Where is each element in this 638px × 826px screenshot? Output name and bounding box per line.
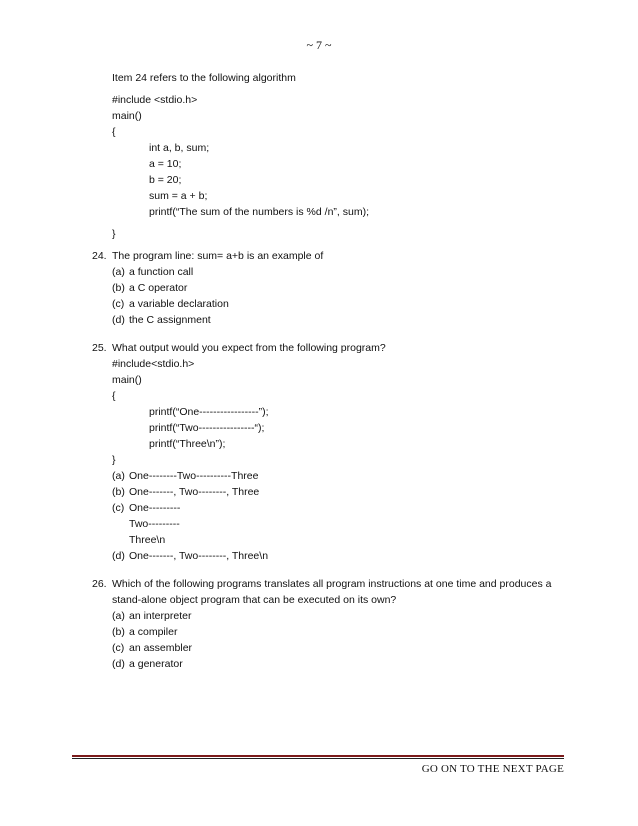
code-line: }	[112, 454, 116, 466]
code-line: #include <stdio.h>	[112, 94, 198, 106]
option-25b: (b) One-------, Two--------, Three	[112, 486, 260, 498]
footer-rule-dark	[72, 758, 564, 759]
code-line: b = 20;	[149, 174, 182, 186]
option-24a: (a) a function call	[112, 266, 194, 278]
option-24c: (c) a variable declaration	[112, 298, 229, 310]
code-line: {	[112, 126, 116, 138]
code-line: printf(“The sum of the numbers is %d /n”, sum);	[149, 206, 369, 218]
code-line: #include<stdio.h>	[112, 358, 195, 370]
option-26d: (d) a generator	[112, 658, 183, 670]
code-line: {	[112, 390, 116, 402]
code-line: printf(“Two----------------“);	[149, 422, 265, 434]
question-number: 25.	[92, 342, 107, 354]
intro-text: Item 24 refers to the following algorithm	[112, 72, 296, 84]
footer-rule-red	[72, 755, 564, 757]
option-26b: (b) a compiler	[112, 626, 178, 638]
option-25c-line-2: Two---------	[129, 518, 180, 530]
page-content	[92, 70, 582, 672]
question-text-continued: stand-alone object program that can be executed on its own?	[112, 594, 397, 606]
option-24d: (d) the C assignment	[112, 314, 211, 326]
option-25c: (c) One---------	[112, 502, 181, 514]
question-26	[92, 576, 582, 592]
code-line: main()	[112, 374, 142, 386]
code-line: int a, b, sum;	[149, 142, 210, 154]
page-number: ~ 7 ~	[306, 38, 332, 52]
question-text: What output would you expect from the following program?	[112, 342, 386, 354]
option-25c-line-3: Three\n	[129, 534, 166, 546]
option-26a: (a) an interpreter	[112, 610, 192, 622]
question-24	[92, 248, 582, 264]
question-number: 24.	[92, 250, 107, 262]
question-number: 26.	[92, 578, 107, 590]
code-line: printf(“One-----------------”);	[149, 406, 269, 418]
option-24b: (b) a C operator	[112, 282, 188, 294]
option-26c: (c) an assembler	[112, 642, 193, 654]
code-line: }	[112, 228, 116, 240]
code-line: printf(“Three\n”);	[149, 438, 226, 450]
question-text: Which of the following programs translates all program instructions at one time and produces a	[112, 578, 552, 590]
question-text: The program line: sum= a+b is an example of	[112, 250, 324, 262]
question-25	[92, 340, 582, 356]
footer-text: GO ON TO THE NEXT PAGE	[421, 763, 564, 775]
option-25d: (d) One-------, Two--------, Three\n	[112, 550, 269, 562]
code-line: main()	[112, 110, 142, 122]
code-line: a = 10;	[149, 158, 182, 170]
option-25a: (a) One--------Two----------Three	[112, 470, 259, 482]
code-line: sum = a + b;	[149, 190, 208, 202]
